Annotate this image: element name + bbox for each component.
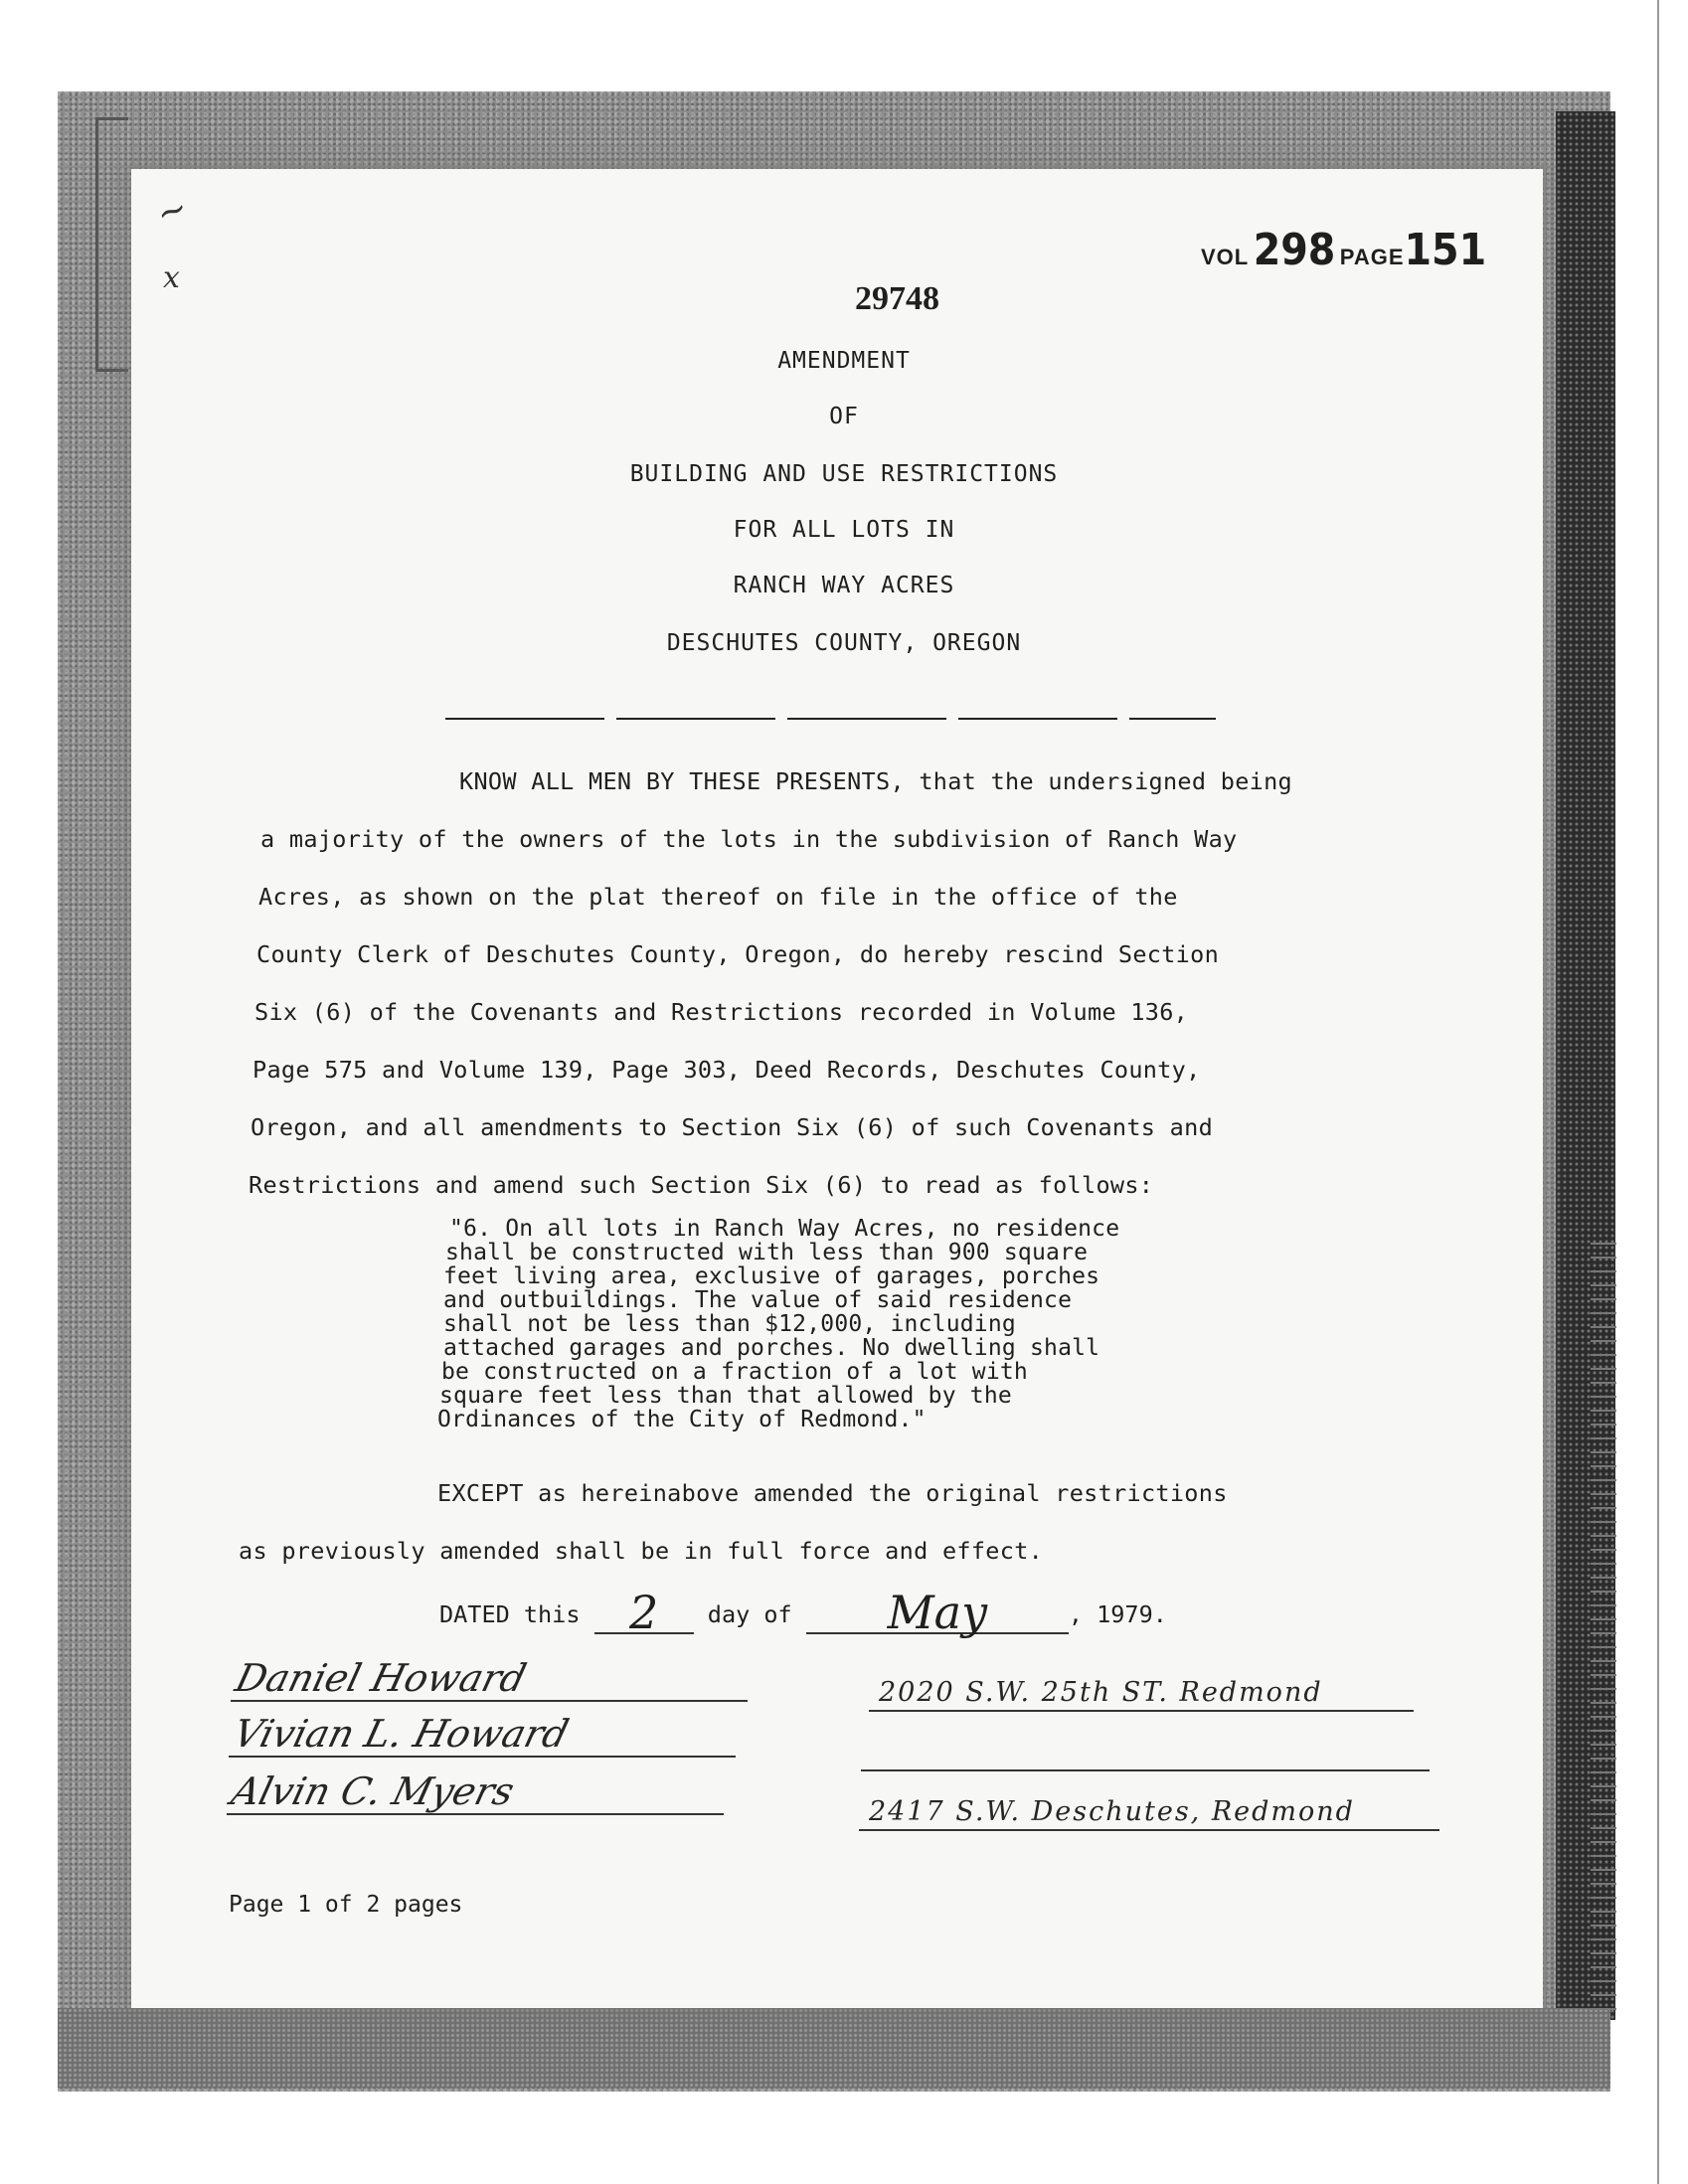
body-line: Oregon, and all amendments to Section Six (6) of such Covenants and — [251, 1113, 1214, 1141]
dated-line — [439, 1586, 1167, 1639]
margin-initial: x — [163, 260, 180, 295]
margin-tick-marks — [1591, 1243, 1616, 2018]
body-line: a majority of the owners of the lots in the subdivision of Ranch Way — [260, 825, 1238, 853]
document-number: 29748 — [855, 280, 939, 317]
title-line: AMENDMENT — [777, 348, 911, 374]
dated-day: 2 — [594, 1593, 694, 1634]
quote-line: "6. On all lots in Ranch Way Acres, no residence — [449, 1216, 1120, 1242]
body-line: Six (6) of the Covenants and Restrictions recorded in Volume 136, — [254, 998, 1189, 1026]
page-count-footer: Page 1 of 2 pages — [229, 1892, 463, 1918]
body-line: Restrictions and amend such Section Six (6) to read as follows: — [249, 1171, 1154, 1199]
dated-prefix: DATED this — [439, 1600, 581, 1628]
title-line: BUILDING AND USE RESTRICTIONS — [629, 461, 1059, 487]
except-line: as previously amended shall be in full force and effect. — [239, 1537, 1044, 1565]
scan-bottom-edge — [58, 2008, 1610, 2088]
title-line: FOR ALL LOTS IN — [733, 517, 955, 543]
quote-line: Ordinances of the City of Redmond." — [437, 1407, 927, 1432]
binder-clip-mark — [95, 117, 128, 372]
page-label: PAGE — [1339, 245, 1405, 269]
signature-line — [229, 1712, 736, 1758]
dated-month: May — [806, 1593, 1069, 1634]
dated-year: , 1979. — [1068, 1600, 1167, 1628]
scan-edge-rule — [1657, 0, 1659, 2184]
quote-line: attached garages and porches. No dwelling shall — [443, 1335, 1100, 1361]
signer-address: 2417 S.W. Deschutes, Redmond — [869, 1796, 1355, 1827]
body-line: Acres, as shown on the plat thereof on file in the office of the — [258, 883, 1178, 911]
quote-line: shall not be less than $12,000, including — [443, 1311, 1016, 1337]
body-line: County Clerk of Deschutes County, Oregon, do hereby rescind Section — [256, 940, 1220, 968]
quote-line: shall be constructed with less than 900 square — [445, 1240, 1089, 1265]
quote-line: feet living area, exclusive of garages, porches — [443, 1263, 1100, 1289]
signature: Vivian L. Howard — [229, 1712, 574, 1756]
margin-scribble: ~ — [150, 187, 194, 236]
except-line: EXCEPT as hereinabove amended the original restrictions — [437, 1479, 1228, 1507]
address-line — [869, 1666, 1414, 1712]
title-line: DESCHUTES COUNTY, OREGON — [666, 630, 1022, 656]
quote-line: be constructed on a fraction of a lot with — [441, 1359, 1028, 1385]
title-line: OF — [829, 404, 859, 429]
body-line: KNOW ALL MEN BY THESE PRESENTS, that the undersigned being — [459, 767, 1292, 795]
title-line: RANCH WAY ACRES — [733, 573, 955, 598]
address-line — [859, 1785, 1439, 1831]
vol-number: 298 — [1253, 225, 1336, 275]
signer-address: 2020 S.W. 25th ST. Redmond — [879, 1677, 1323, 1708]
quote-line: and outbuildings. The value of said residence — [443, 1287, 1073, 1313]
page-number: 151 — [1404, 225, 1487, 275]
body-line: Page 575 and Volume 139, Page 303, Deed Records, Deschutes County, — [253, 1056, 1201, 1084]
vol-label: VOL — [1201, 245, 1250, 269]
signature-line — [231, 1656, 748, 1702]
title-divider — [445, 718, 1216, 720]
signature-line — [227, 1769, 724, 1815]
address-line — [861, 1726, 1430, 1771]
signature: Daniel Howard — [231, 1656, 531, 1700]
quote-line: square feet less than that allowed by the — [439, 1383, 1012, 1409]
dated-mid: day of — [707, 1600, 792, 1628]
volume-page-stamp — [1201, 225, 1486, 275]
signature: Alvin C. Myers — [227, 1769, 519, 1813]
